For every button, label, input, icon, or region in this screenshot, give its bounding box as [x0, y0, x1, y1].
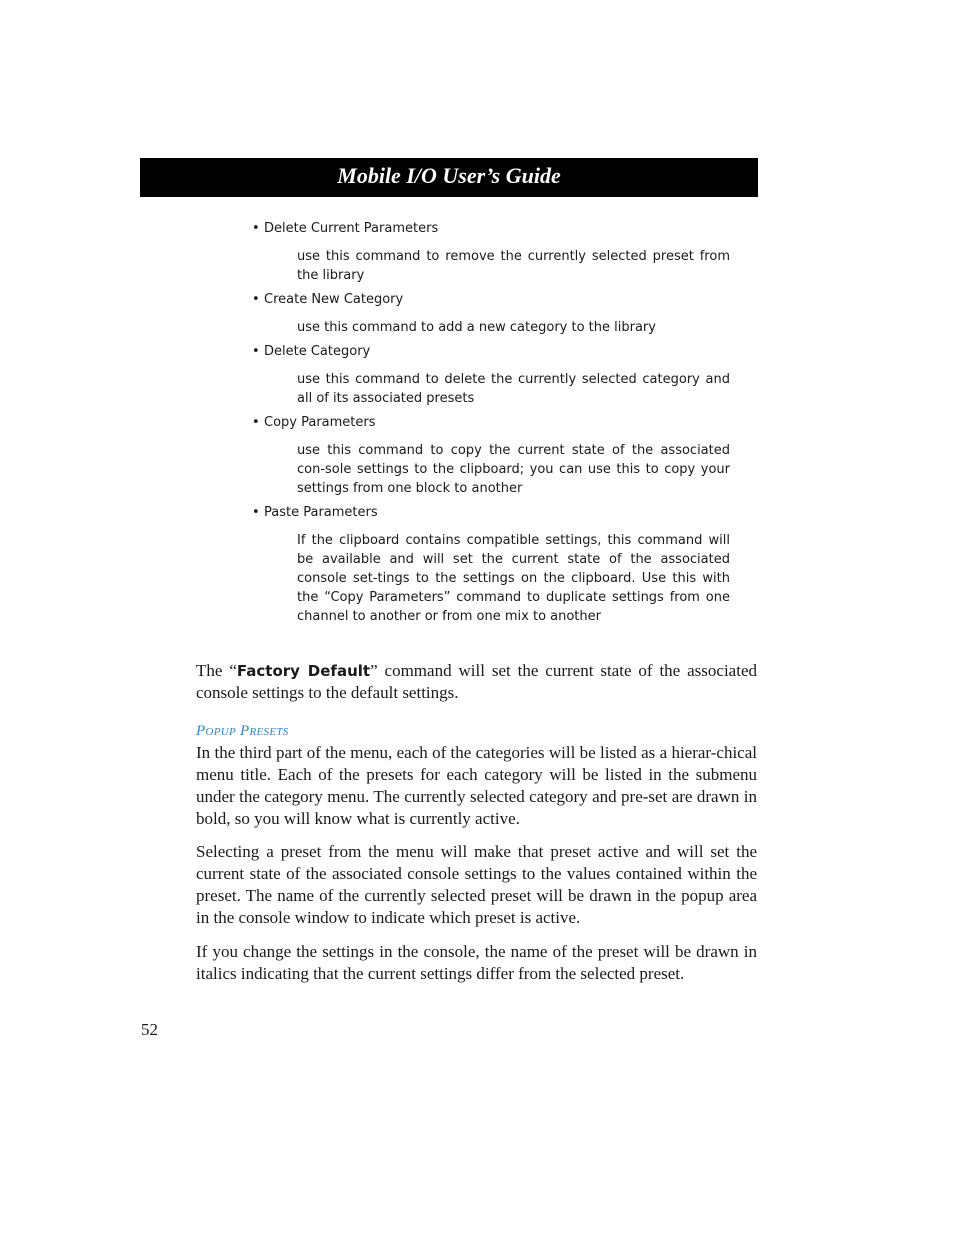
command-item	[252, 342, 730, 408]
command-title: Paste Parameters	[264, 505, 378, 520]
command-list	[252, 219, 730, 631]
command-title: Create New Category	[264, 292, 404, 307]
section-paragraph: If you change the settings in the console, the name of the preset will be drawn in italics indicating that the current settings differ from the selected preset.	[196, 942, 757, 983]
command-item	[252, 290, 730, 337]
command-description: If the clipboard contains compatible settings, this command will be available and will set the current state of the associated console set-tings to the settings on the clipboard. Use this with the “Copy Parameters” command to duplicate settings from one channel to another or from one mix to another	[297, 533, 730, 624]
bullet: •	[252, 344, 260, 359]
section-paragraph: Selecting a preset from the menu will make that preset active and will set the current state of the associated console settings to the values contained within the preset. The name of the currently selected preset will be drawn in the popup area in the console window to indicate which preset is active.	[196, 842, 757, 927]
section-heading: Popup Presets	[196, 723, 289, 739]
header-title: Mobile I/O User’s Guide	[337, 163, 561, 188]
bullet: •	[252, 505, 260, 520]
factory-default-term: Factory Default	[236, 662, 371, 680]
command-title: Delete Current Parameters	[264, 221, 439, 236]
section-paragraph: In the third part of the menu, each of the categories will be listed as a hierar-chical menu title. Each of the presets for each category will be listed in the submenu under the category menu. The currently selected category and pre-set are drawn in bold, so you will know what is currently active.	[196, 743, 757, 828]
command-description: use this command to add a new category to the library	[297, 320, 656, 335]
page-number: 52	[141, 1020, 158, 1039]
command-item	[252, 413, 730, 498]
command-description: use this command to remove the currently selected preset from the library	[297, 249, 730, 283]
factory-default-paragraph: The “Factory Default” command will set the current state of the associated console settings to the default settings.	[196, 661, 757, 702]
command-title: Copy Parameters	[264, 415, 376, 430]
command-title: Delete Category	[264, 344, 371, 359]
bullet: •	[252, 415, 260, 430]
page-header	[140, 158, 758, 197]
bullet: •	[252, 221, 260, 236]
command-description: use this command to delete the currently selected category and all of its associated presets	[297, 372, 730, 406]
command-item	[252, 219, 730, 285]
bullet: •	[252, 292, 260, 307]
command-item	[252, 503, 730, 626]
command-description: use this command to copy the current state of the associated con-sole settings to the clipboard; you can use this to copy your settings from one block to another	[297, 443, 730, 496]
